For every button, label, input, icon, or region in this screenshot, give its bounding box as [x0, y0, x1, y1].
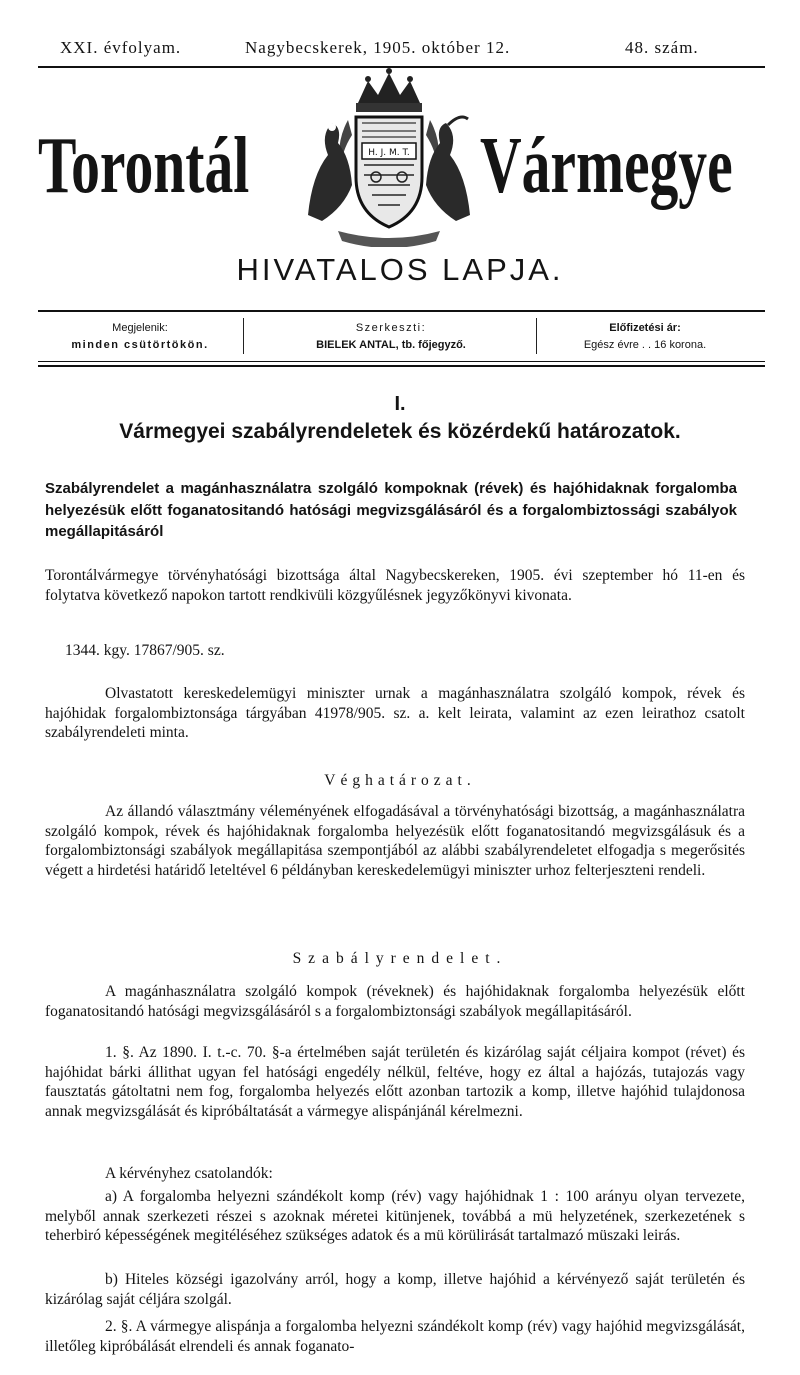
masthead-title-left: Torontál — [38, 122, 250, 210]
editor-label: Szerkeszti: — [355, 322, 427, 334]
reference-number: 1344. kgy. 17867/905. sz. — [65, 642, 225, 659]
box-divider — [243, 318, 244, 354]
info-box — [40, 316, 767, 358]
box-bottom-rule — [38, 361, 765, 362]
editor-info — [246, 320, 536, 354]
resolution-heading: Véghatározat. — [324, 772, 476, 789]
resolution-paragraph: Az állandó választmány véleményének elfogadásával a törvényhatósági bizottság, a magánhasználatra szolgáló kompok, révek és hajóhidaknak forgalomba helyezésük előtt foganatositandó megvizsgálásuk és a forgalombiztonsági szabályok megállapitása szempontjából az alábbi szabályrendeletet elfogadja s megerősités végett a hirdetési határidő leteltével 6 példányban kereskedelemügyi miniszter urhoz felterjeszteni rendeli. — [45, 803, 745, 879]
price-label: Előfizetési ár: — [609, 322, 681, 334]
regulation-title: A magánhasználatra szolgáló kompok (réveknek) és hajóhidaknak forgalomba helyezésük előtt foganatositandó hatósági megvizsgálásáról s a forgalombiztonsági szabályok megállapitásáról. — [45, 983, 745, 1020]
box-top-rule — [38, 310, 765, 312]
masthead-subtitle: HIVATALOS LAPJA. — [236, 252, 564, 287]
attachments-heading: A kérvényhez csatolandók: — [105, 1165, 273, 1182]
box-divider — [536, 318, 537, 354]
crest-text: H. J. M. T. — [368, 148, 410, 158]
regulation-heading: Szabályrendelet. — [292, 950, 508, 967]
subscription-price — [540, 320, 750, 354]
volume-label: XXI. évfolyam. — [60, 38, 182, 57]
attachment-a: a) A forgalomba helyezni szándékolt komp (rév) vagy hajóhidnak 1 : 100 arányu olyan tervezete, melyből annak szerkezeti részei s azoknak méretei kitünjenek, továbbá a mü helyzetének, szerkezetének s teherbiró képességének megitéléséhez szükséges adatok és a mü körülirását tartalmazó müszaki leirás. — [45, 1188, 745, 1245]
section-number: I. — [394, 393, 406, 415]
section-2-paragraph: 2. §. A vármegye alispánja a forgalomba helyezni szándékolt komp (rév) vagy hajóhid megvizsgálását, illetőleg kipróbálását elrendeli és annak foganato- — [45, 1318, 745, 1355]
editor-name: BIELEK ANTAL, tb. főjegyző. — [316, 339, 466, 351]
section-1-paragraph: 1. §. Az 1890. I. t.-c. 70. §-a értelmében saját területén és kizárólag saját céljaira kompot (révet) és hajóhidat bárki állithat ugyan fel hatósági engedély nélkül, feltéve, hogy ez által a hajózás, tutajozás vagy fausztatás gátoltatni nem fog, forgalomba helyezés előtt azonban tartozik a komp, illetve hajóhid tulajdonosa annak megvizsgálását és kipróbáltatását a vármegye alispánjánál kérelmezni. — [45, 1044, 745, 1120]
issue-number: 48. szám. — [625, 38, 699, 57]
place-date: Nagybecskerek, 1905. október 12. — [245, 38, 511, 57]
masthead-info-line — [40, 38, 750, 60]
schedule-value: minden csütörtökön. — [71, 339, 209, 351]
intro-paragraph: Torontálvármegye törvényhatósági bizottsága által Nagybecskereken, 1905. évi szeptember hó 11-en és folytatva következő napokon tartott rendkivüli közgyűlésnek jegyzőkönyvi kivonata. — [45, 567, 745, 604]
box-bottom-rule-double — [38, 365, 765, 367]
county-coat-of-arms-icon — [298, 65, 480, 247]
price-value: Egész évre . . 16 korona. — [583, 339, 707, 351]
read-paragraph: Olvastatott kereskedelemügyi miniszter urnak a magánhasználatra szolgáló kompok, révek és hajóhidak forgalombiztonsága tárgyában 41978/905. sz. a. kelt leirata, valamint az ezen leirathoz csatolt szabályrendeleti minta. — [45, 685, 745, 742]
publication-schedule — [40, 320, 240, 354]
article-heading: Szabályrendelet a magánhasználatra szolgáló kompoknak (révek) és hajóhidaknak forgalomba helyezésük előtt foganatositandó hatósági megvizsgálásáról és a forgalombiztossági szabályok megállapitásáról — [45, 480, 737, 540]
schedule-label: Megjelenik: — [112, 322, 168, 334]
attachment-b: b) Hiteles községi igazolvány arról, hogy a komp, illetve hajóhid a kérvényező saját területén és kizárólag saját céljára szolgál. — [45, 1271, 745, 1308]
section-title: Vármegyei szabályrendeletek és közérdekű határozatok. — [119, 420, 681, 443]
masthead-title-right: Vármegye — [480, 122, 733, 210]
